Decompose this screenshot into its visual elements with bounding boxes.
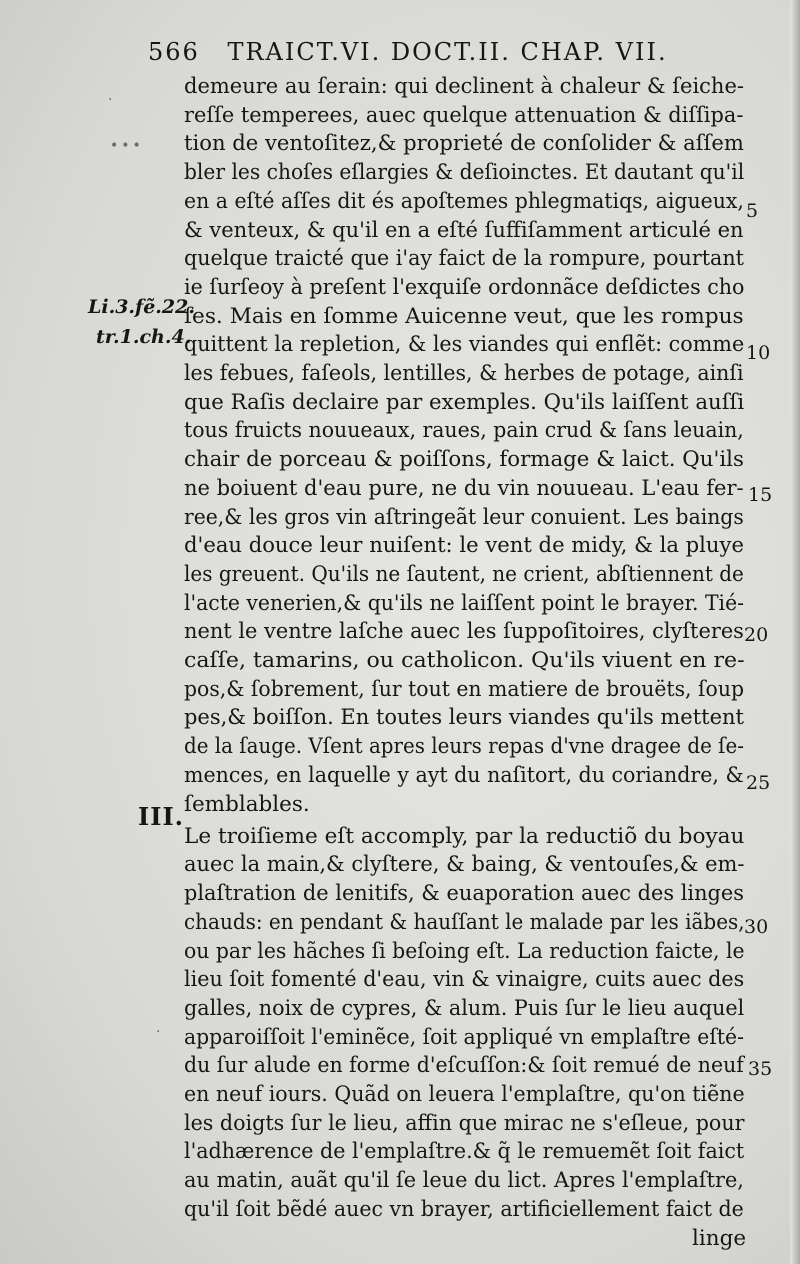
text-line: chair de porceau & poiſſons, formage & laict. Qu'ils (184, 447, 744, 473)
text-line: ne boiuent d'eau pure, ne du vin nouueau. L'eau fer- (184, 475, 744, 501)
text-line: les febues, faſeols, lentilles, & herbes de potage, ainſi (184, 361, 744, 386)
text-line: en neuf iours. Quãd on leuera l'emplaſtre, qu'on tiẽne (184, 1082, 745, 1107)
margin-smudge: · (156, 1024, 161, 1040)
line-number: 5 (746, 200, 759, 222)
text-line: lieu ſoit fomenté d'eau, vin & vinaigre, cuits auec des (184, 967, 745, 993)
text-line: bler les choſes eſlargies & deſioinctes. Et dautant qu'il (184, 160, 745, 186)
text-line: de la ſauge. Vſent apres leurs repas d'vne dragee de ſe- (184, 734, 744, 760)
text-line: ie ſurſeoy à preſent l'exquiſe ordonnãce deſdictes cho (184, 274, 745, 300)
text-line: tion de ventoſitez,& proprieté de conſolider & aſſem (184, 131, 744, 157)
text-line: caſſe, tamarins, ou catholicon. Qu'ils viuent en re- (184, 648, 745, 673)
text-line: linge (692, 1225, 747, 1251)
text-line: quelque traicté que i'ay faict de la rompure, pourtant (184, 246, 744, 272)
running-header (148, 38, 708, 66)
text-line: pos,& ſobrement, ſur tout en matiere de brouëts, ſoup (184, 676, 745, 702)
text-line: ree,& les gros vin aſtringeãt leur conuient. Les baings (184, 504, 744, 530)
text-line: les doigts ſur le lieu, affin que mirac ne s'eſleue, pour (184, 1110, 745, 1136)
line-number: 30 (744, 916, 769, 938)
text-line: quittent la repletion, & les viandes qui enflẽt: comme (184, 332, 745, 358)
text-line: mences, en laquelle y ayt du naſitort, du coriandre, & (184, 762, 744, 788)
line-number: 25 (746, 772, 771, 794)
margin-smudge: · (108, 92, 113, 108)
text-line: auec la main,& clyſtere, & baing, & ventouſes,& em- (184, 852, 745, 878)
text-line: tous fruicts nouueaux, raues, pain crud & ſans leuain, (184, 418, 744, 444)
line-number: 15 (748, 484, 773, 506)
text-line: au matin, auãt qu'il ſe leue du lict. Apres l'emplaſtre, (184, 1168, 744, 1194)
margin-smudge: ••• (110, 138, 144, 154)
text-line: ſes. Mais en ſomme Auicenne veut, que les rompus (184, 303, 744, 329)
text-line: demeure au ſerain: qui declinent à chaleur & ſeiche- (184, 74, 745, 99)
marginal-note: Li.3.fẽ.22. (88, 296, 195, 318)
text-line: galles, noix de cypres, & alum. Puis ſur le lieu auquel (184, 995, 745, 1021)
page-number: 566 (148, 38, 200, 66)
text-line: du ſur alude en forme d'eſcuſſon:& ſoit remué de neuf (184, 1053, 744, 1079)
text-line: qu'il ſoit bẽdé auec vn brayer, artificiellement faict de (184, 1196, 744, 1222)
line-number: 10 (746, 342, 771, 364)
text-line: l'adhærence de l'emplaſtre.& q̃ le remuemẽt ſoit faict (184, 1139, 745, 1165)
text-line: les greuent. Qu'ils ne ſautent, ne crient, abſtiennent de (184, 561, 744, 587)
text-line: que Raſis declaire par exemples. Qu'ils laiſſent auſſi (184, 389, 745, 415)
text-line: & venteux, & qu'il en a eſté ſuffiſamment articulé en (184, 217, 744, 243)
text-line: en a eſté aſſes dit és apoſtemes phlegmatiqs, aigueux, (184, 188, 744, 214)
marginal-note: tr.1.ch.4. (96, 326, 192, 348)
text-line: apparoiſſoit l'eminẽce, ſoit appliqué vn emplaſtre eſté- (184, 1024, 744, 1050)
text-line: Le troiſieme eſt accomply, par la reductiõ du boyau (184, 823, 745, 849)
running-title: TRAICT.VI. DOCT.II. CHAP. VII. (227, 38, 668, 66)
text-line: chauds: en pendant & hauſſant le malade par les iãbes, (184, 909, 745, 935)
line-number: 20 (744, 624, 769, 646)
line-number: 35 (748, 1058, 773, 1080)
text-line: d'eau douce leur nuiſent: le vent de midy, & la pluye (184, 533, 744, 559)
text-line: pes,& boiſſon. En toutes leurs viandes qu'ils mettent (184, 705, 744, 731)
text-line: ſemblables. (184, 791, 310, 817)
text-line: nent le ventre laſche auec les ſuppoſitoires, clyſteres (184, 619, 744, 645)
text-line: ou par les hãches ſi beſoing eſt. La reduction faicte, le (184, 938, 745, 964)
page-edge (790, 0, 800, 1264)
text-line: l'acte venerien,& qu'ils ne laiſſent point le brayer. Tié- (184, 590, 745, 616)
text-line: plaſtration de lenitifs, & euaporation auec des linges (184, 881, 745, 907)
text-line: reſſe temperees, auec quelque attenuation & diſſipa- (184, 102, 744, 128)
section-marker: III. (138, 802, 185, 831)
